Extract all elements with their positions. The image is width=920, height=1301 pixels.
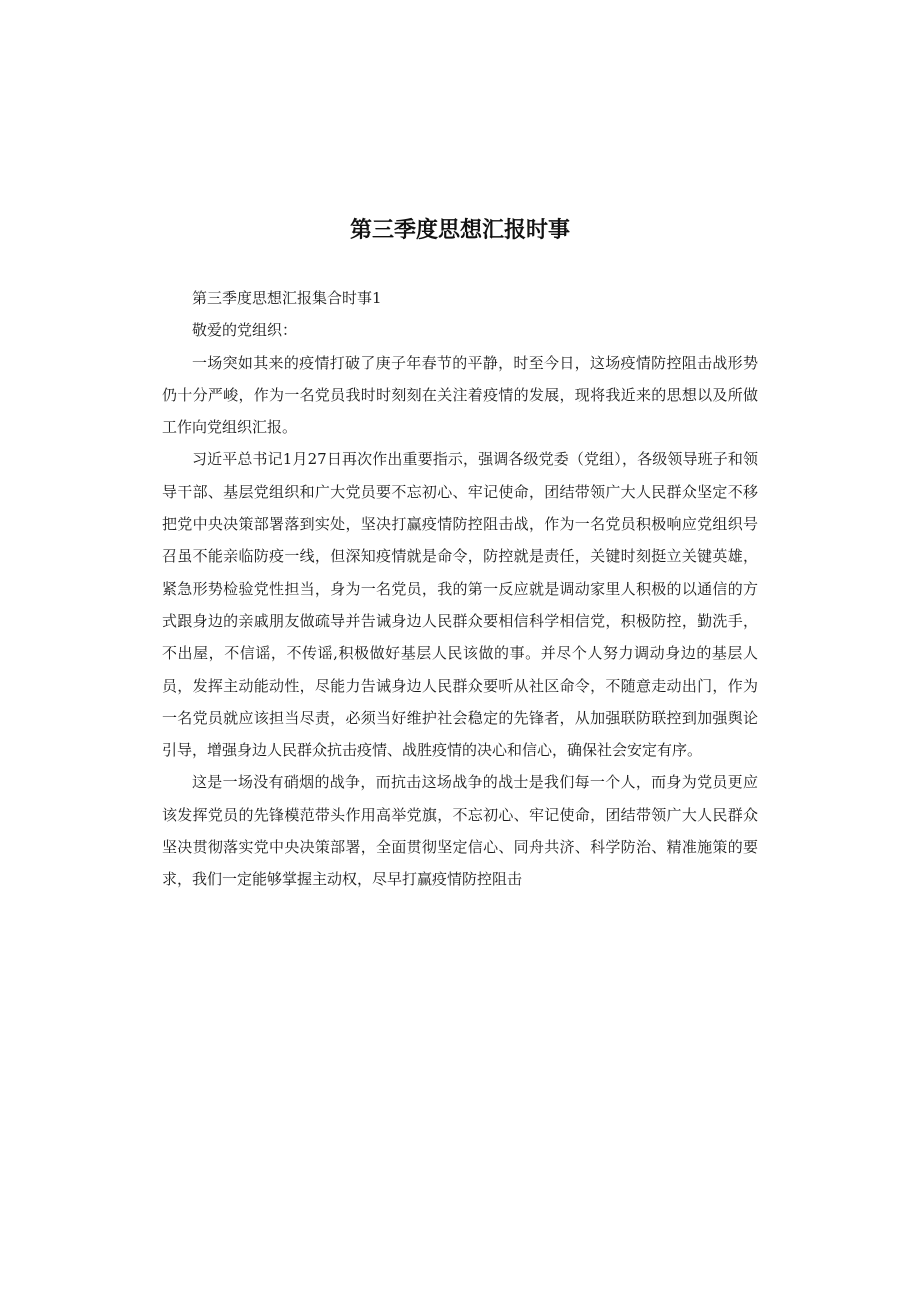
document-title: 第三季度思想汇报时事 <box>349 218 570 243</box>
document-subtitle: 第三季度思想汇报集合时事1 <box>192 289 382 307</box>
paragraph: 一场突如其来的疫情打破了庚子年春节的平静，时至今日，这场疫情防控阻击战形势仍十分严峻，作为一名党员我时时刻刻在关注着疫情的发展，现将我近来的思想以及所做工作向党组织汇报。 <box>162 353 758 437</box>
salutation: 敬爱的党组织： <box>192 321 298 340</box>
document-body <box>162 282 758 896</box>
paragraph: 这是一场没有硝烟的战争，而抗击这场战争的战士是我们每一个人，而身为党员更应该发挥党员的先锋模范带头作用高举党旗，不忘初心、牢记使命，团结带领广大人民群众坚决贯彻落实党中央决策部署，全面贯彻坚定信心、同舟共济、科学防治、精准施策的要求，我们一定能够掌握主动权，尽早打赢疫情防控阻击 <box>162 773 758 889</box>
paragraph: 习近平总书记1月27日再次作出重要指示，强调各级党委（党组），各级领导班子和领导干部、基层党组织和广大党员要不忘初心、牢记使命，团结带领广大人民群众坚定不移把党中央决策部署落到实处，坚决打赢疫情防控阻击战，作为一名党员积极响应党组织号召虽不能亲临防疫一线，但深知疫情就是命令，防控就是责任，关键时刻挺立关键英雄，紧急形势检验党性担当，身为一名党员，我的第一反应就是调动家里人积极的以通信的方式跟身边的亲戚朋友做疏导并告诫身边人民群众要相信科学相信党，积极防控，勤洗手，不出屋，不信谣，不传谣,积极做好基层人民该做的事。并尽个人努力调动身边的基层人员，发挥主动能动性，尽能力告诫身边人民群众要听从社区命令，不随意走动出门，作为一名党员就应该担当尽责，必须当好维护社会稳定的先锋者，从加强联防联控到加强舆论引导，增强身边人民群众抗击疫情、战胜疫情的决心和信心，确保社会安定有序。 <box>162 450 758 760</box>
